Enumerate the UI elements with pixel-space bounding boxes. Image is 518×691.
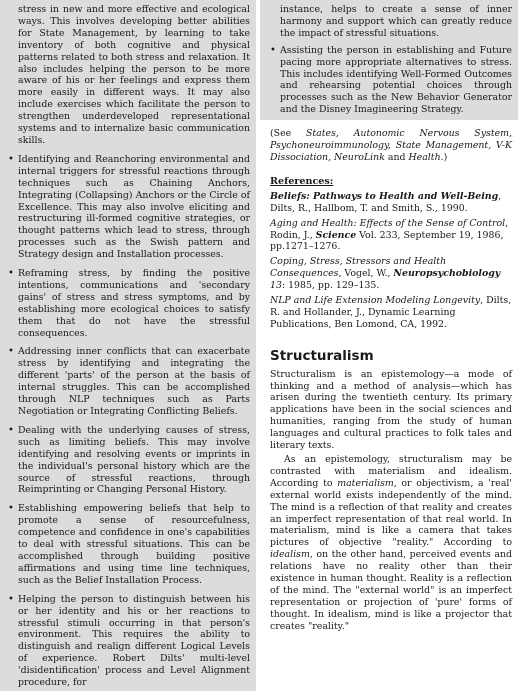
box-lead-paragraph: instance, helps to create a sense of inner harmony and support which can greatly reduce the impact of stressful situations. (280, 4, 512, 39)
reference-item: Coping, Stress, Stressors and Health Consequences, Vogel, W., Neuropsychobiology 13: 1985, pp. 129–135. (270, 256, 501, 292)
reference-item: Beliefs: Pathways to Health and Well-Being, Dilts, R., Hallbom, T. and Smith, S., 1990. (270, 190, 502, 214)
list-item: • Addressing inner conflicts that can exacerbate stress by identifying and integrating the different 'parts' of the person at the basis of internal struggles. This can be accomplished through NLP techniques such as Parts Negotiation or Integrating Conflicting Beliefs. (6, 346, 250, 417)
see-also-note: (See States, Autonomic Nervous System, Psychoneuroimmunology, State Management, V-K Dissociation, NeuroLink and Health.) (270, 128, 512, 163)
section-paragraph-2: As an epistemology, structuralism may be contrasted with materialism and idealism. According to materialism, or objectivism, a 'real' external world exists independently of the mind. The mind is a reflection of that reality and creates an imperfect representation of that real world. In materialism, mind is like a camera that takes pictures of objective "reality." According to idealism, on the other hand, perceived events and relations have no reality other than their existence in human thought. Reality is a reflection of the mind. The "external world" is an imperfect representation or projection of 'pure' forms of thought. In idealism, mind is like a projector that creates "reality." (270, 454, 513, 632)
reference-item: Aging and Health: Effects of the Sense of Control, Rodin, J., Science Vol. 233, September 19, 1986, pp.1271–1276. (270, 217, 509, 253)
right-column (260, 0, 518, 691)
references-heading: References: (270, 175, 334, 187)
list-item: • Dealing with the underlying causes of stress, such as limiting beliefs. This may involve identifying and resolving events or imprints in the individual's personal history which are the source of stressful reactions, through Reimprinting or Changing Personal History. (6, 425, 250, 496)
list-item: • Assisting the person in establishing and Future pacing more appropriate alternatives to stress. This includes identifying Well-Formed Outcomes and rehearsing potential choices through processes such as the New Behavior Generator and the Disney Imagineering Strategy. (268, 45, 512, 116)
reference-item: NLP and Life Extension Modeling Longevity, Dilts, R. and Hollander, J., Dynamic Learning Publications, Ben Lomond, CA, 1992. (270, 295, 512, 330)
section-title: Structuralism (270, 347, 374, 364)
list-item: • Establishing empowering beliefs that help to promote a sense of resourcefulness, competence and confidence in one's capabilities to deal with stressful situations. This can be accomplished through building positive affirmations and using time line techniques, such as the Belief Installation Process. (6, 503, 250, 586)
list-item: • Helping the person to distinguish between his or her identity and his or her reactions to stressful stimuli occurring in that person's environment. This requires the ability to distinguish and realign different Logical Levels of experience. Robert Dilts' multi-level 'disidentification' process and Level Alignment procedure, for (6, 594, 250, 689)
see-also-last-term: Health (408, 151, 441, 163)
box-bullet-list (268, 45, 512, 116)
continued-box (260, 0, 518, 120)
see-also-terms: States, Autonomic Nervous System, Psychoneuroimmunology, State Management, V-K Dissociation, NeuroLink (270, 128, 512, 163)
left-column (0, 0, 256, 691)
left-bullet-list (6, 154, 250, 689)
section-paragraph-1: Structuralism is an epistemology—a mode of thinking and a method of analysis—which has arisen during the twentieth century. Its primary applications have been in the social sciences and humanities, ranging from the study of human languages and cultural practices to folk tales and literary texts. (270, 368, 512, 452)
list-item: • Identifying and Reanchoring environmental and internal triggers for stressful reactions through techniques such as Chaining Anchors, Integrating (Collapsing) Anchors or the Circle of Excellence. This may also involve eliciting and restructuring ill-formed cognitive strategies, or thought patterns which lead to stress, through processes such as the Swish pattern and Strategy design and Installation processes. (6, 154, 250, 261)
left-lead-paragraph: stress in new and more effective and ecological ways. This involves developing better abilities for State Management, by learning to take inventory of both cognitive and physical patterns related to both stress and relaxation. It also includes helping the person to be more aware of his or her feelings and express them more easily in different ways. It may also include exercises which facilitate the person to strengthen underdeveloped representational systems and to internalize basic communication skills. (18, 4, 250, 146)
list-item: • Reframing stress, by finding the positive intentions, communications and 'secondary gains' of stress and stress symptoms, and by establishing more ecological choices to satisfy them that do not have the stressful consequences. (6, 268, 250, 339)
